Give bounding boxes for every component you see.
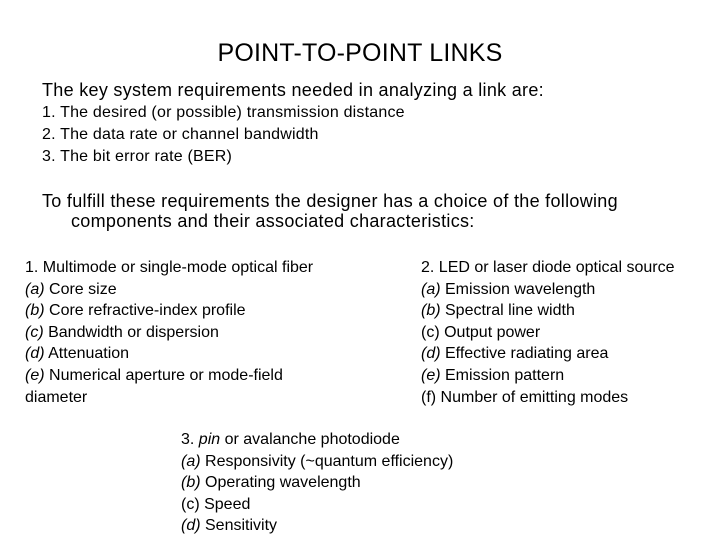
list-item [25,300,313,322]
list-item [421,300,674,322]
list-item [25,279,313,301]
list-item [181,494,453,516]
fulfill-line: To fulfill these requirements the designer has a choice of the following [42,191,618,211]
list-item [25,343,313,365]
item-marker: (b) [25,302,45,320]
heading-rest: or avalanche photodiode [220,431,400,448]
item-marker: (a) [421,280,441,298]
item-text: Spectral line width [440,302,575,320]
item-text: Core refractive-index profile [44,302,246,320]
detector-column [181,429,453,537]
list-item [421,322,674,344]
item-text: Effective radiating area [440,345,609,363]
item-text: Sensitivity [200,517,278,535]
list-item [181,472,453,494]
item-marker: (d) [181,517,201,535]
item-marker: (e) [25,366,45,384]
item-text: Emission pattern [440,366,565,384]
list-item [181,451,453,473]
list-item [421,365,674,387]
fiber-column [25,257,313,408]
item-text: (c) Speed [181,495,251,513]
item-marker: (b) [421,302,441,320]
item-text: Attenuation [44,345,130,363]
item-marker: (a) [181,452,201,470]
list-item [421,279,674,301]
item-text: Numerical aperture or mode-field [44,366,283,384]
heading-pin: pin [198,431,221,448]
item-marker: (c) [25,323,44,341]
item-marker: (e) [421,366,441,384]
item-text: (c) Output power [421,323,541,341]
heading-number: 3. [181,431,199,448]
intro-text: The key system requirements needed in analyzing a link are: [42,80,544,100]
list-item [25,365,313,387]
item-text: (f) Number of emitting modes [421,388,629,406]
list-item [25,322,313,344]
fulfill-line: components and their associated characteristics: [71,211,475,231]
item-marker: (b) [181,474,201,492]
detector-heading [181,429,453,451]
item-marker: (a) [25,280,45,298]
fiber-heading: 1. Multimode or single-mode optical fiber [25,259,314,276]
item-text: Bandwidth or dispersion [43,323,219,341]
page-title: POINT-TO-POINT LINKS [217,39,503,67]
list-item-continuation: diameter [25,388,88,406]
requirement-item: 1. The desired (or possible) transmission distance [42,104,405,121]
source-heading: 2. LED or laser diode optical source [421,259,675,276]
requirement-item: 2. The data rate or channel bandwidth [42,126,319,143]
requirements-list [42,102,405,168]
item-text: Core size [44,280,117,298]
fulfill-paragraph [42,191,682,231]
requirement-item: 3. The bit error rate (BER) [42,148,233,165]
list-item [421,343,674,365]
source-column [421,257,674,408]
item-text: Operating wavelength [200,474,361,492]
item-marker: (d) [25,345,45,363]
item-marker: (d) [421,345,441,363]
item-text: Responsivity (~quantum efficiency) [200,452,454,470]
list-item [181,515,453,537]
item-text: Emission wavelength [440,280,596,298]
list-item [421,387,674,409]
